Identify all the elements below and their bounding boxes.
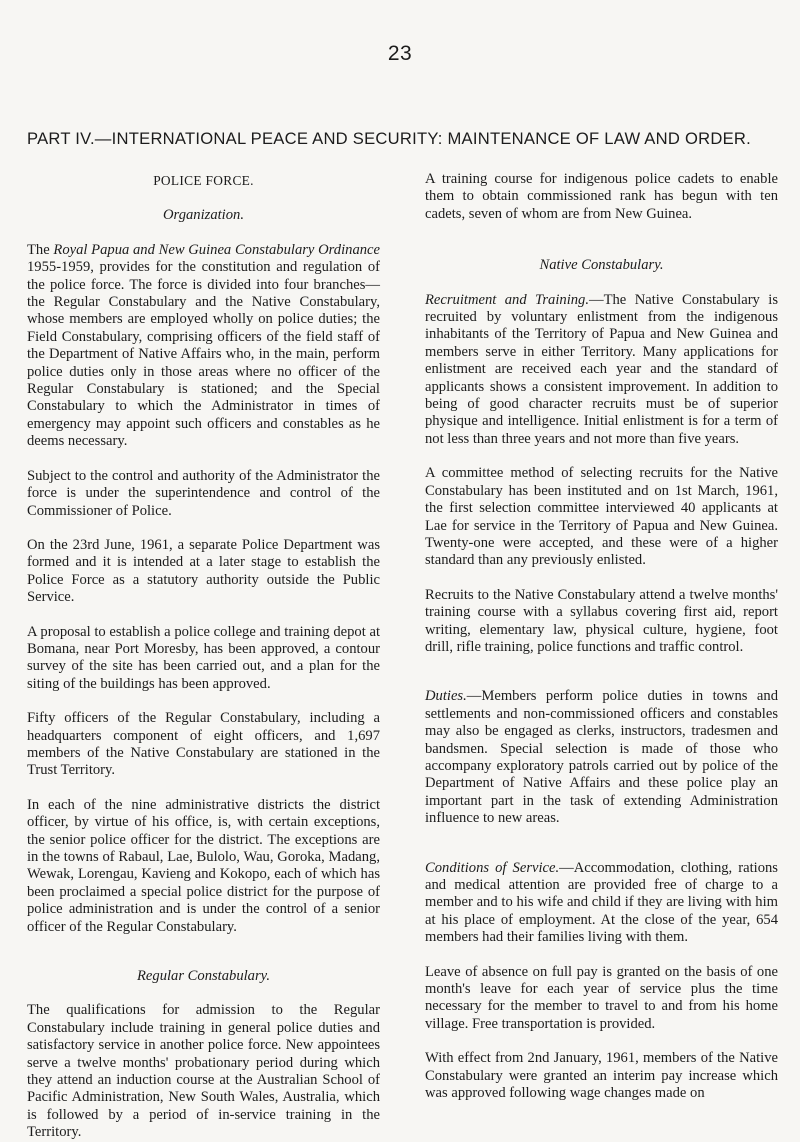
paragraph-text: The: [27, 241, 54, 258]
paragraph-text: 1955-1959, provides for the constitution and regulation of the police force. The force is divided into four branches—the Regular Constabulary and the Native Constabulary, whose members are employed wholly on police duties; the Field Constabulary, comprising officers of the field staff of the Department of Native Affairs who, in the main, perform police duties only in those areas where no officer of the Regular Constabulary is stationed; and the Special Constabulary to which the Administrator in times of emergency may appoint such officers and constables as he deems necessary.: [27, 259, 380, 450]
paragraph-recruitment: [425, 292, 778, 449]
paragraph-training-course: Recruits to the Native Constabulary attend a twelve months' training course with a syllabus covering first aid, report writing, elementary law, physical culture, hygiene, foot drill, rifle training, police functions and traffic control.: [425, 586, 778, 655]
paragraph-leave: Leave of absence on full pay is granted on the basis of one month's leave for each year of service plus the time necessary for the member to travel to and from his home village. Free transportation is provided.: [425, 963, 778, 1032]
paragraph-text: —Members perform police duties in towns and settlements and non-commissioned officers and constables may also be engaged as clerks, instructors, tradesmen and bandsmen. Special selection is made of those who accompany exploratory patrols carried out by police of the Department of Native Affairs and these police play an important part in the task of extending Administration influence to new areas.: [425, 688, 778, 827]
paragraph-duties: [425, 688, 778, 827]
organization-heading: Organization.: [163, 207, 244, 224]
regular-constabulary-heading: Regular Constabulary.: [137, 968, 270, 985]
paragraph-committee: A committee method of selecting recruits for the Native Constabulary has been instituted and on 1st March, 1961, the first selection committee interviewed 40 applicants at Lae for service in the Territory of Papua and New Guinea. Twenty-one were accepted, and these were of a higher standard than any previously enlisted.: [425, 465, 778, 569]
paragraph-text: —The Native Constabulary is recruited by voluntary enlistment from the indigenous inhabitants of the Territory of Papua and New Guinea and members serve in either Territory. Many applications for enlistment are received each year and the standard of applicants shows a consistent improvement. In addition to being of good character recruits must be of superior physique and intelligence. Initial enlistment is for a term of not less than three years and not more than five years.: [425, 291, 778, 447]
paragraph-police-college: A proposal to establish a police college and training depot at Bomana, near Port Moresby, has been approved, a contour survey of the site has been carried out, and a plan for the siting of the buildings has been approved.: [27, 623, 380, 692]
paragraph-conditions: [425, 860, 778, 947]
left-column: [27, 172, 380, 1142]
paragraph-text: —Accommodation, clothing, rations and medical attention are provided free of charge to a member and to his wife and child if they are living with him at his place of employment. At the close of the year, 654 members had their families living with them.: [425, 859, 778, 946]
run-in-heading: Duties.: [425, 688, 467, 705]
paragraph-pay-increase: With effect from 2nd January, 1961, members of the Native Constabulary were granted an interim pay increase which was approved following wage changes made on: [425, 1050, 778, 1102]
part-heading: PART IV.—INTERNATIONAL PEACE AND SECURITY: MAINTENANCE OF LAW AND ORDER.: [27, 129, 751, 148]
page-number: 23: [387, 42, 413, 65]
ordinance-title: Royal Papua and New Guinea Constabulary Ordinance: [53, 241, 381, 258]
paragraph-constitution: [27, 242, 380, 451]
right-column: [425, 171, 778, 1102]
paragraph-cadets: A training course for indigenous police cadets to enable them to obtain commissioned rank has begun with ten cadets, seven of whom are from New Guinea.: [425, 171, 778, 222]
paragraph-officers: Fifty officers of the Regular Constabulary, including a headquarters component of eight officers, and 1,697 members of the Native Constabulary are stationed in the Trust Territory.: [27, 710, 380, 779]
paragraph-police-department: On the 23rd June, 1961, a separate Police Department was formed and it is intended at a later stage to establish the Police Force as a statutory authority outside the Public Service.: [27, 536, 380, 606]
run-in-heading: Conditions of Service.: [425, 859, 560, 876]
section-title: POLICE FORCE.: [153, 173, 254, 188]
native-constabulary-heading: Native Constabulary.: [539, 257, 664, 274]
paragraph-qualifications: The qualifications for admission to the Regular Constabulary include training in general police duties and satisfactory service in another police force. New appointees serve a twelve months' probationary period during which they attend an induction course at the Australian School of Pacific Administration, New South Wales, Australia, which is followed by a period of in-service training in the Territory.: [27, 1002, 380, 1141]
run-in-heading: Recruitment and Training.: [425, 291, 589, 308]
paragraph-control: Subject to the control and authority of the Administrator the force is under the superintendence and control of the Commissioner of Police.: [27, 467, 380, 519]
paragraph-districts: In each of the nine administrative districts the district officer, by virtue of his office, is, with certain exceptions, the senior police officer for the district. The exceptions are in the towns of Rabaul, Lae, Bulolo, Wau, Goroka, Madang, Wewak, Lorengau, Kavieng and Kokopo, each of which has been proclaimed a special police district for the purpose of police administration and is under the control of a senior officer of the Regular Constabulary.: [27, 796, 380, 935]
